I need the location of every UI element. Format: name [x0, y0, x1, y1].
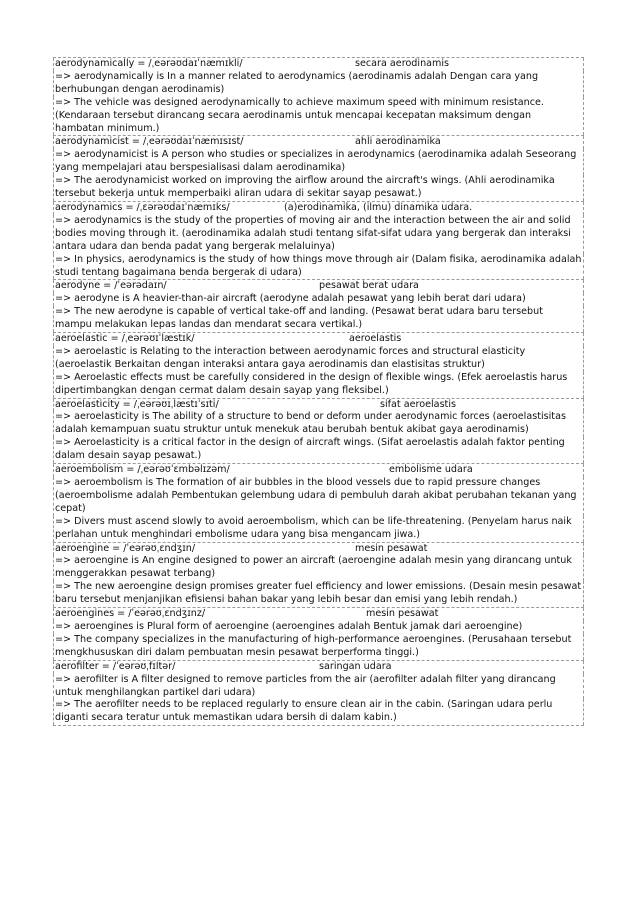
dictionary-entry-aeroengines — [53, 608, 584, 661]
dictionary-entry-aeroengine — [53, 543, 584, 609]
dictionary-entry-aeroembolism — [53, 464, 584, 542]
entry-headword-line — [53, 543, 584, 556]
entry-translation: sifat aeroelastis — [380, 398, 456, 410]
dictionary-entry-aerodynamically — [53, 57, 584, 136]
entry-translation: saringan udara — [319, 660, 392, 672]
entry-headword-line — [53, 608, 584, 621]
entry-headword-line — [53, 280, 584, 293]
entry-translation: (a)erodinamika, (ilmu) dinamika udara. — [284, 201, 473, 213]
entry-term: aeroelasticity = /ˌeərəʊɪˌlæstɪˈsɪti/ — [55, 398, 219, 410]
entry-definition: => aerodynamicist is A person who studies or specializes in aerodynamics (aerodinamika adalah Seseorang yang mempelajari atau berspesialisasi dalam aerodinamika) — [53, 149, 584, 175]
entry-headword-line — [53, 136, 584, 149]
entry-definition: => aeroengine is An engine designed to power an aircraft (aeroengine adalah mesin yang dirancang untuk menggerakkan pesawat terbang) — [53, 555, 584, 581]
entry-headword-line — [53, 661, 584, 674]
entry-example: => The new aeroengine design promises greater fuel efficiency and lower emissions. (Desain mesin pesawat baru tersebut menjanjikan efisiensi bahan bakar yang lebih besar dan emisi yang lebih rendah.) — [53, 581, 584, 607]
entry-example: => The company specializes in the manufacturing of high-performance aeroengines. (Perusahaan tersebut mengkhususkan diri dalam pembuatan mesin pesawat berperforma tinggi.) — [53, 634, 584, 660]
entry-example: => Divers must ascend slowly to avoid aeroembolism, which can be life-threatening. (Penyelam harus naik perlahan untuk menghindari embolisme udara yang bisa mengancam jiwa.) — [53, 516, 584, 542]
entry-example: => The vehicle was designed aerodynamically to achieve maximum speed with minimum resistance. (Kendaraan tersebut dirancang secara aerodinamis untuk mencapai kecepatan maksimum dengan hambatan minimum.) — [53, 97, 584, 136]
entry-example: => In physics, aerodynamics is the study of how things move through air (Dalam fisika, aerodinamika adalah studi tentang bagaimana benda bergerak di udara) — [53, 254, 584, 280]
entry-translation: ahli aerodinamika — [355, 136, 441, 148]
entry-headword-line — [53, 58, 584, 71]
dictionary-entry-aeroelasticity — [53, 399, 584, 465]
entry-example: => The aerodynamicist worked on improving the airflow around the aircraft's wings. (Ahli aerodinamika tersebut bekerja untuk memperbaiki aliran udara di sekitar sayap pesawat.) — [53, 175, 584, 201]
entry-definition: => aerodynamically is In a manner related to aerodynamics (aerodinamis adalah Dengan cara yang berhubungan dengan aerodinamis) — [53, 71, 584, 97]
entry-definition: => aerodyne is A heavier-than-air aircraft (aerodyne adalah pesawat yang lebih berat dari udara) — [53, 293, 584, 306]
entry-term: aeroelastic = /ˌeərəʊɪˈlæstɪk/ — [55, 333, 195, 345]
entry-term: aerodyne = /ˈeərədaɪn/ — [55, 280, 167, 292]
entry-headword-line — [53, 399, 584, 412]
entry-headword-line — [53, 464, 584, 477]
entry-term: aerodynamics = /ˌɛərəʊdaɪˈnæmɪks/ — [55, 201, 230, 213]
entry-term: aerodynamicist = /ˌeərəʊdaɪˈnæmɪsɪst/ — [55, 136, 244, 148]
dictionary-entry-aerodynamicist — [53, 136, 584, 202]
entry-definition: => aeroembolism is The formation of air bubbles in the blood vessels due to rapid pressure changes (aeroembolisme adalah Pembentukan gelembung udara di pembuluh darah akibat perubahan tekanan yang cepat) — [53, 477, 584, 516]
entry-example: => The new aerodyne is capable of vertical take-off and landing. (Pesawat berat udara baru tersebut mampu melakukan lepas landas dan mendarat secara vertikal.) — [53, 306, 584, 332]
entry-definition: => aeroelasticity is The ability of a structure to bend or deform under aerodynamic forces (aeroelastisitas adalah kemampuan suatu struktur untuk menekuk atau berubah bentuk akibat gaya aerodinamis) — [53, 411, 584, 437]
entry-term: aeroengine = /ˈeərəʊˌɛndʒɪn/ — [55, 542, 196, 554]
entry-definition: => aeroengines is Plural form of aeroengine (aeroengines adalah Bentuk jamak dari aeroengine) — [53, 621, 584, 634]
entry-definition: => aerofilter is A filter designed to remove particles from the air (aerofilter adalah filter yang dirancang untuk menghilangkan partikel dari udara) — [53, 674, 584, 700]
entry-definition: => aerodynamics is the study of the properties of moving air and the interaction between the air and solid bodies moving through it. (aerodinamika adalah studi tentang sifat-sifat udara yang bergerak dan interaksi antara udara dan benda padat yang bergerak melaluinya) — [53, 215, 584, 254]
entry-term: aerodynamically = /ˌeərəʊdaɪˈnæmɪkli/ — [55, 58, 243, 69]
dictionary-entry-aerodyne — [53, 280, 584, 333]
entry-example: => Aeroelastic effects must be carefully considered in the design of flexible wings. (Efek aeroelastis harus dipertimbangkan dengan cermat dalam desain sayap yang fleksibel.) — [53, 372, 584, 398]
entry-headword-line — [53, 333, 584, 346]
entry-definition: => aeroelastic is Relating to the interaction between aerodynamic forces and structural elasticity (aeroelastik Berkaitan dengan interaksi antara gaya aerodinamis dan elastisitas struktur) — [53, 346, 584, 372]
entry-translation: mesin pesawat — [355, 542, 428, 554]
dictionary-page — [53, 57, 584, 726]
dictionary-entry-aerofilter — [53, 661, 584, 727]
entry-translation: pesawat berat udara — [319, 280, 419, 292]
entry-term: aeroembolism = /ˌeərəʊˈɛmbəlɪzəm/ — [55, 464, 230, 476]
entry-translation: aeroelastis — [349, 333, 402, 345]
entry-translation: mesin pesawat — [366, 608, 439, 620]
dictionary-entry-aeroelastic — [53, 333, 584, 399]
entry-translation: secara aerodinamis — [355, 58, 450, 69]
entry-headword-line — [53, 202, 584, 215]
entry-example: => The aerofilter needs to be replaced regularly to ensure clean air in the cabin. (Saringan udara perlu diganti secara teratur untuk memastikan udara bersih di dalam kabin.) — [53, 699, 584, 725]
entry-term: aerofilter = /ˈeərəʊˌfɪltər/ — [55, 660, 176, 672]
entry-term: aeroengines = /ˈeərəʊˌɛndʒɪnz/ — [55, 608, 206, 620]
entry-example: => Aeroelasticity is a critical factor in the design of aircraft wings. (Sifat aeroelastis adalah faktor penting dalam desain sayap pesawat.) — [53, 437, 584, 463]
entry-translation: embolisme udara — [389, 464, 473, 476]
dictionary-entry-aerodynamics — [53, 202, 584, 280]
